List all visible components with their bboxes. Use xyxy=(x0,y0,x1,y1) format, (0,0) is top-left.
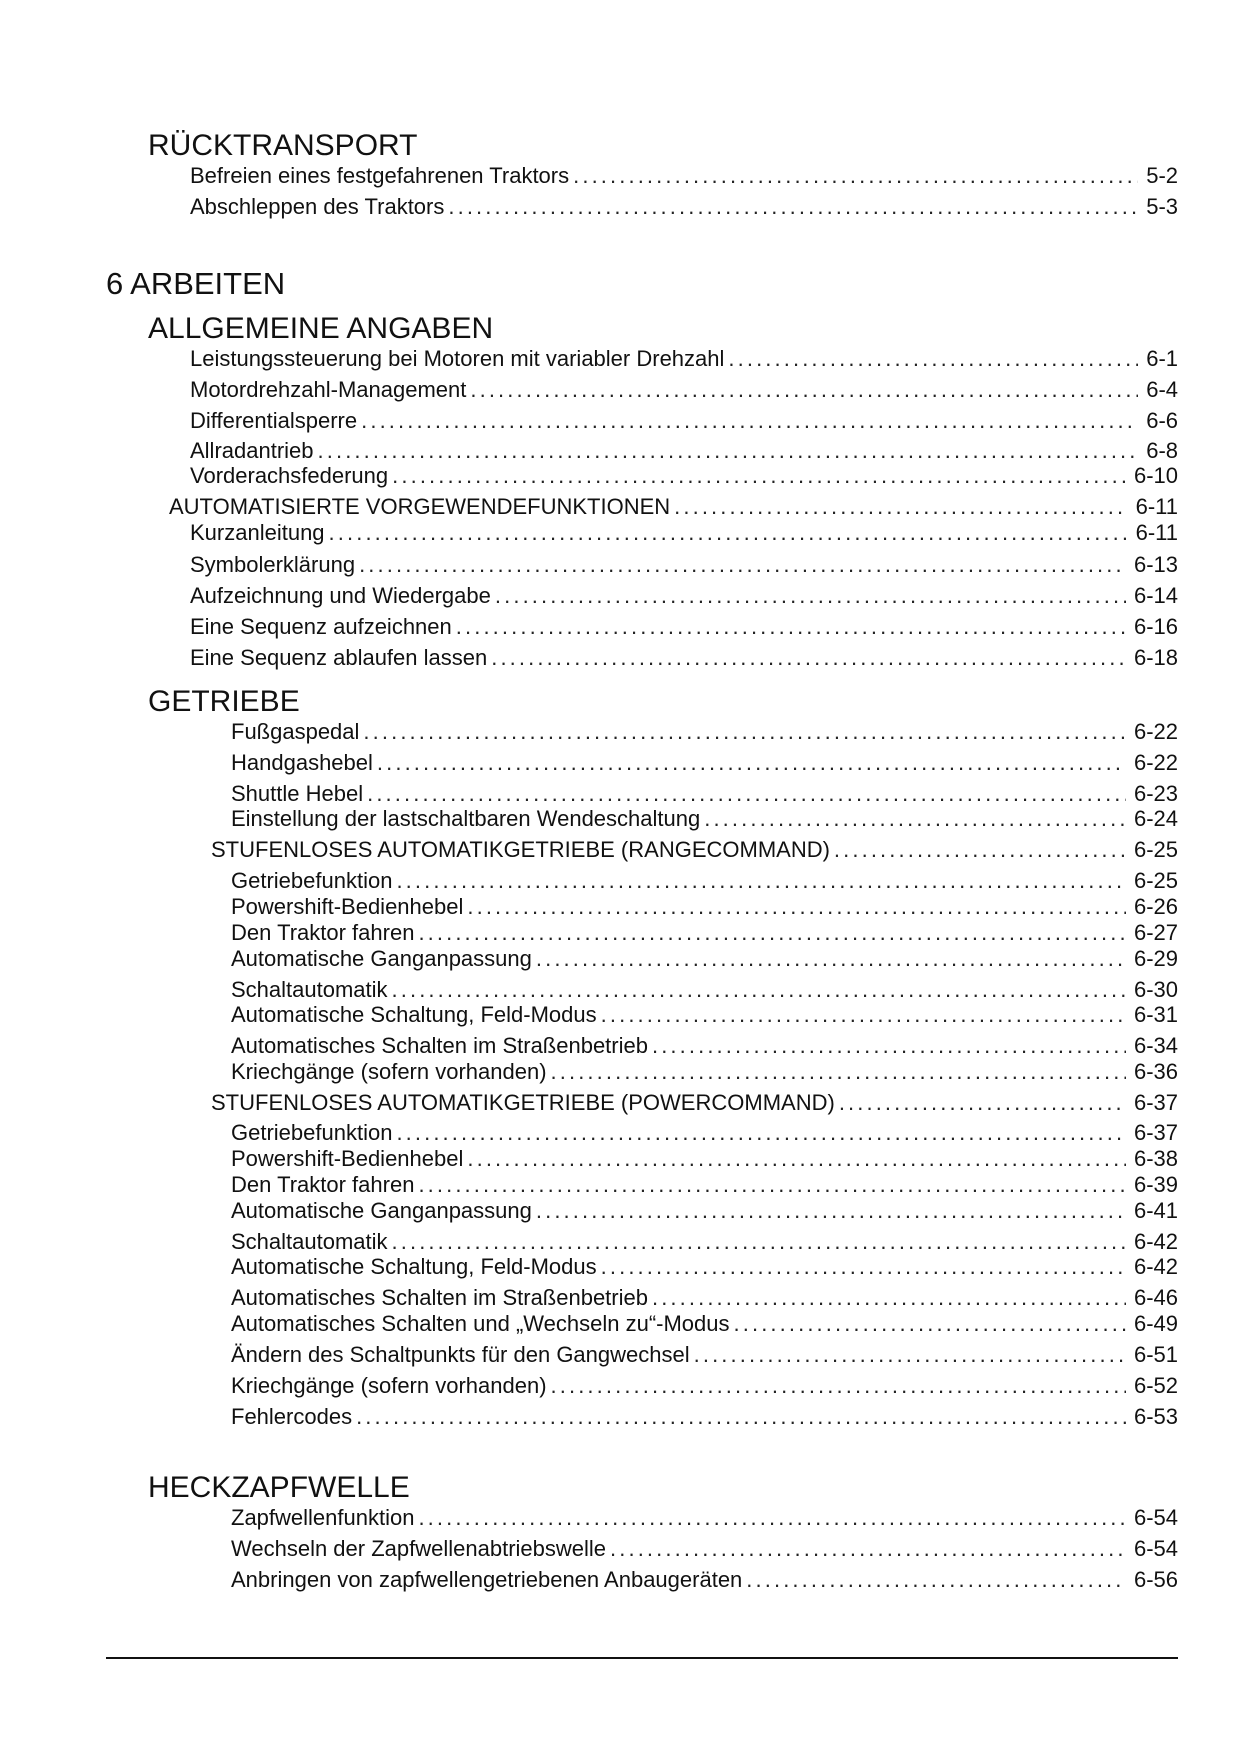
toc-entry[interactable] xyxy=(190,436,1178,462)
toc-entry-label: Schaltautomatik xyxy=(231,1229,388,1254)
dot-leader xyxy=(610,1538,1126,1560)
toc-entry[interactable] xyxy=(190,612,1178,638)
toc-entry-label: STUFENLOSES AUTOMATIKGETRIEBE (RANGECOMMAND) xyxy=(211,837,830,862)
toc-entry-page: 6-1 xyxy=(1146,346,1178,371)
toc-entry-label: Den Traktor fahren xyxy=(231,1172,415,1197)
toc-entry[interactable] xyxy=(231,1000,1178,1026)
toc-entry[interactable] xyxy=(231,1340,1178,1366)
toc-entry[interactable] xyxy=(231,1227,1178,1253)
toc-entry-label: Kriechgänge (sofern vorhanden) xyxy=(231,1059,547,1084)
toc-entry-label: Leistungssteuerung bei Motoren mit variabler Drehzahl xyxy=(190,346,725,371)
dot-leader xyxy=(318,440,1139,462)
dot-leader xyxy=(418,1507,1126,1529)
toc-entry-label: Powershift-Bedienhebel xyxy=(231,1146,464,1171)
dot-leader xyxy=(363,721,1126,743)
toc-entry-page: 6-51 xyxy=(1133,1342,1178,1367)
toc-entry-page: 5-3 xyxy=(1146,194,1178,219)
toc-entry-label: Kriechgänge (sofern vorhanden) xyxy=(231,1373,547,1398)
dot-leader xyxy=(361,410,1138,432)
toc-entry-page: 6-56 xyxy=(1133,1567,1178,1592)
dot-leader xyxy=(551,1061,1126,1083)
dot-leader xyxy=(329,522,1128,544)
toc-entry[interactable] xyxy=(231,918,1178,944)
toc-entry-page: 6-54 xyxy=(1133,1505,1178,1530)
toc-entry[interactable] xyxy=(231,717,1178,743)
dot-leader xyxy=(396,1122,1126,1144)
dot-leader xyxy=(467,1148,1126,1170)
dot-leader xyxy=(839,1092,1126,1114)
toc-entry-label: Automatisches Schalten im Straßenbetrieb xyxy=(231,1033,648,1058)
toc-entry-label: Motordrehzahl-Management xyxy=(190,377,467,402)
toc-entry-label: Automatische Ganganpassung xyxy=(231,1198,532,1223)
toc-entry-label: Automatische Ganganpassung xyxy=(231,946,532,971)
toc-entry-page: 6-14 xyxy=(1133,583,1178,608)
toc-entry[interactable] xyxy=(231,1252,1178,1278)
toc-entry[interactable] xyxy=(190,643,1178,669)
toc-entry-page: 6-42 xyxy=(1133,1254,1178,1279)
dot-leader xyxy=(392,1231,1126,1253)
toc-entry-label: Shuttle Hebel xyxy=(231,781,364,806)
toc-entry-label: Schaltautomatik xyxy=(231,977,388,1002)
toc-entry-label: Ändern des Schaltpunkts für den Gangwechsel xyxy=(231,1342,690,1367)
dot-leader xyxy=(734,1313,1126,1335)
toc-entry-page: 6-4 xyxy=(1146,377,1178,402)
toc-entry[interactable] xyxy=(231,944,1178,970)
toc-entry[interactable] xyxy=(231,1371,1178,1397)
toc-entry-page: 6-49 xyxy=(1133,1311,1178,1336)
toc-entry-label: Befreien eines festgefahrenen Traktors xyxy=(190,163,570,188)
toc-entry-page: 6-18 xyxy=(1133,645,1178,670)
footer-rule xyxy=(106,1657,1178,1659)
toc-entry-label: Den Traktor fahren xyxy=(231,920,415,945)
toc-entry-page: 6-13 xyxy=(1133,552,1178,577)
toc-entry[interactable] xyxy=(231,1534,1178,1560)
toc-entry[interactable] xyxy=(231,1283,1178,1309)
toc-entry-label: Handgashebel xyxy=(231,750,373,775)
toc-entry-page: 6-26 xyxy=(1133,894,1178,919)
toc-entry-label: Getriebefunktion xyxy=(231,868,393,893)
toc-entry-label: Fußgaspedal xyxy=(231,719,360,744)
toc-entry-page: 6-11 xyxy=(1135,494,1178,519)
toc-subsection-entry[interactable] xyxy=(211,835,1178,861)
toc-entry-label: Fehlercodes xyxy=(231,1404,353,1429)
toc-entry[interactable] xyxy=(231,1309,1178,1335)
toc-entry[interactable] xyxy=(190,344,1178,370)
toc-entry[interactable] xyxy=(231,1118,1178,1144)
toc-entry[interactable] xyxy=(190,518,1178,544)
dot-leader xyxy=(652,1287,1126,1309)
dot-leader xyxy=(536,1200,1126,1222)
dot-leader xyxy=(551,1375,1126,1397)
toc-entry[interactable] xyxy=(231,1402,1178,1428)
dot-leader xyxy=(694,1344,1126,1366)
dot-leader xyxy=(491,647,1126,669)
toc-entry[interactable] xyxy=(231,779,1178,805)
toc-entry-page: 6-24 xyxy=(1133,806,1178,831)
toc-entry[interactable] xyxy=(190,581,1178,607)
toc-entry-label: Aufzeichnung und Wiedergabe xyxy=(190,583,491,608)
dot-leader xyxy=(470,379,1138,401)
toc-entry-page: 6-38 xyxy=(1133,1146,1178,1171)
toc-entry-page: 6-22 xyxy=(1133,750,1178,775)
section-heading-getriebe: GETRIEBE xyxy=(148,685,300,718)
toc-entry[interactable] xyxy=(231,1144,1178,1170)
dot-leader xyxy=(356,1406,1126,1428)
toc-entry-label: Automatisches Schalten im Straßenbetrieb xyxy=(231,1285,648,1310)
toc-entry-label: Abschleppen des Traktors xyxy=(190,194,445,219)
dot-leader xyxy=(448,196,1138,218)
chapter-heading: 6 ARBEITEN xyxy=(106,266,286,301)
dot-leader xyxy=(834,839,1126,861)
toc-entry[interactable] xyxy=(231,892,1178,918)
dot-leader xyxy=(418,1174,1126,1196)
toc-entry-page: 6-46 xyxy=(1133,1285,1178,1310)
toc-entry-label: Automatische Schaltung, Feld-Modus xyxy=(231,1254,597,1279)
toc-entry-label: Eine Sequenz ablaufen lassen xyxy=(190,645,488,670)
toc-entry-label: Symbolerklärung xyxy=(190,552,356,577)
toc-entry[interactable] xyxy=(231,1565,1178,1591)
toc-subsection-entry[interactable] xyxy=(211,1088,1178,1114)
dot-leader xyxy=(601,1004,1126,1026)
toc-entry-page: 6-11 xyxy=(1135,520,1178,545)
toc-entry-page: 6-54 xyxy=(1133,1536,1178,1561)
toc-entry-page: 6-8 xyxy=(1146,438,1178,463)
dot-leader xyxy=(573,165,1138,187)
dot-leader xyxy=(396,870,1126,892)
dot-leader xyxy=(456,616,1126,638)
toc-entry-page: 5-2 xyxy=(1146,163,1178,188)
toc-entry[interactable] xyxy=(231,748,1178,774)
toc-entry-page: 6-27 xyxy=(1133,920,1178,945)
toc-entry[interactable] xyxy=(190,192,1178,218)
toc-entry[interactable] xyxy=(190,375,1178,401)
toc-entry-label: Zapfwellenfunktion xyxy=(231,1505,415,1530)
toc-entry-page: 6-16 xyxy=(1133,614,1178,639)
toc-entry-page: 6-36 xyxy=(1133,1059,1178,1084)
dot-leader xyxy=(418,922,1126,944)
toc-entry-page: 6-25 xyxy=(1133,837,1178,862)
toc-subsection-entry[interactable] xyxy=(169,492,1178,518)
toc-entry[interactable] xyxy=(231,1503,1178,1529)
dot-leader xyxy=(359,554,1126,576)
toc-entry-label: Wechseln der Zapfwellenabtriebswelle xyxy=(231,1536,607,1561)
toc-entry-page: 6-6 xyxy=(1146,408,1178,433)
toc-entry-page: 6-25 xyxy=(1133,868,1178,893)
toc-entry-label: Eine Sequenz aufzeichnen xyxy=(190,614,452,639)
toc-entry-label: Automatisches Schalten und „Wechseln zu“-Modus xyxy=(231,1311,730,1336)
dot-leader xyxy=(495,585,1126,607)
toc-entry[interactable] xyxy=(190,461,1178,487)
toc-entry-label: Anbringen von zapfwellengetriebenen Anbaugeräten xyxy=(231,1567,743,1592)
toc-entry-page: 6-37 xyxy=(1133,1120,1178,1145)
toc-entry-page: 6-30 xyxy=(1133,977,1178,1002)
toc-entry-label: Getriebefunktion xyxy=(231,1120,393,1145)
dot-leader xyxy=(467,896,1126,918)
toc-entry-label: Einstellung der lastschaltbaren Wendeschaltung xyxy=(231,806,701,831)
section-heading-allgemeine-angaben: ALLGEMEINE ANGABEN xyxy=(148,312,494,345)
toc-entry-page: 6-31 xyxy=(1133,1002,1178,1027)
toc-entry[interactable] xyxy=(231,866,1178,892)
dot-leader xyxy=(728,348,1138,370)
toc-entry-page: 6-42 xyxy=(1133,1229,1178,1254)
toc-entry[interactable] xyxy=(190,161,1178,187)
dot-leader xyxy=(377,752,1126,774)
toc-entry-page: 6-10 xyxy=(1133,463,1178,488)
toc-entry-page: 6-41 xyxy=(1133,1198,1178,1223)
toc-entry-page: 6-22 xyxy=(1133,719,1178,744)
dot-leader xyxy=(746,1569,1126,1591)
dot-leader xyxy=(536,948,1126,970)
dot-leader xyxy=(674,496,1127,518)
toc-entry-page: 6-39 xyxy=(1133,1172,1178,1197)
toc-entry[interactable] xyxy=(231,1031,1178,1057)
toc-entry-page: 6-34 xyxy=(1133,1033,1178,1058)
toc-entry-page: 6-37 xyxy=(1133,1090,1178,1115)
toc-entry[interactable] xyxy=(231,804,1178,830)
dot-leader xyxy=(392,465,1126,487)
dot-leader xyxy=(392,979,1126,1001)
toc-entry-label: Powershift-Bedienhebel xyxy=(231,894,464,919)
toc-entry[interactable] xyxy=(231,1170,1178,1196)
dot-leader xyxy=(601,1256,1126,1278)
dot-leader xyxy=(652,1035,1126,1057)
toc-entry-page: 6-29 xyxy=(1133,946,1178,971)
section-heading-ruecktransport: RÜCKTRANSPORT xyxy=(148,129,418,162)
toc-entry[interactable] xyxy=(231,1196,1178,1222)
toc-entry[interactable] xyxy=(190,550,1178,576)
toc-entry-page: 6-53 xyxy=(1133,1404,1178,1429)
toc-entry-page: 6-23 xyxy=(1133,781,1178,806)
toc-entry[interactable] xyxy=(231,975,1178,1001)
toc-entry[interactable] xyxy=(231,1057,1178,1083)
dot-leader xyxy=(367,783,1126,805)
section-heading-heckzapfwelle: HECKZAPFWELLE xyxy=(148,1471,410,1504)
toc-entry-page: 6-52 xyxy=(1133,1373,1178,1398)
toc-entry[interactable] xyxy=(190,406,1178,432)
dot-leader xyxy=(704,808,1126,830)
toc-entry-label: Vorderachsfederung xyxy=(190,463,389,488)
toc-entry-label: Differentialsperre xyxy=(190,408,358,433)
toc-entry-label: Allradantrieb xyxy=(190,438,314,463)
toc-entry-label: STUFENLOSES AUTOMATIKGETRIEBE (POWERCOMMAND) xyxy=(211,1090,835,1115)
toc-entry-label: Automatische Schaltung, Feld-Modus xyxy=(231,1002,597,1027)
toc-entry-label: AUTOMATISIERTE VORGEWENDEFUNKTIONEN xyxy=(169,494,671,519)
toc-entry-label: Kurzanleitung xyxy=(190,520,325,545)
